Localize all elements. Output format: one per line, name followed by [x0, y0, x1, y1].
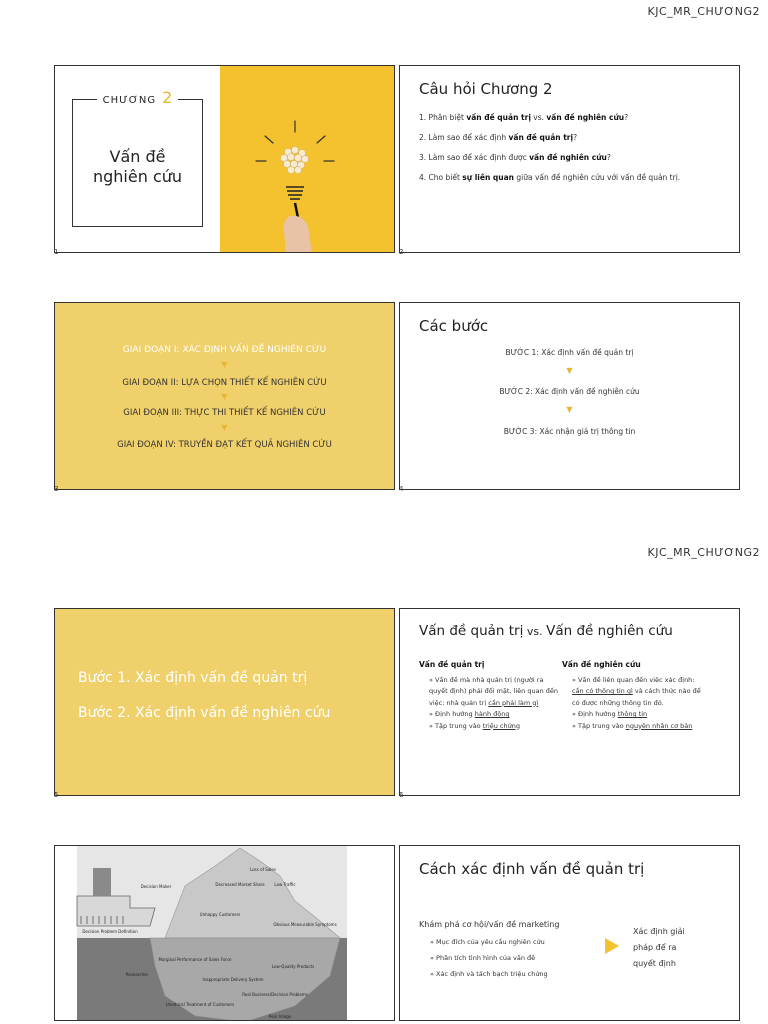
sub-point-1: » Mục đích của yêu cầu nghiên cứu	[430, 938, 545, 946]
down-arrow-icon: ▼	[566, 366, 573, 375]
slide-6-number: 6	[399, 791, 404, 799]
slide-6-title: Vấn đề quản trị vs. Vấn đề nghiên cứu	[419, 623, 673, 639]
stage-1: GIAI ĐOẠN I: XÁC ĐỊNH VẤN ĐỀ NGHIÊN CỨU	[122, 345, 327, 355]
label-decision-maker: Decision Maker	[140, 884, 172, 889]
question-4: 4. Cho biết sự liên quan giữa vấn đề nghiên cứu với vấn đề quản trị.	[419, 173, 681, 182]
label-loss-sales: Loss of Sales	[250, 867, 276, 872]
question-3: 3. Làm sao để xác định được vấn đề nghiên cứu?	[419, 153, 611, 162]
slide-5[interactable]	[54, 608, 395, 796]
slide-1[interactable]	[54, 65, 395, 253]
left-point-2: » Định hướng hành động	[429, 710, 510, 718]
right-column-heading: Vấn đề nghiên cứu	[562, 660, 641, 669]
question-list	[419, 112, 719, 192]
label-researcher: Researcher	[125, 972, 149, 977]
page-header-top: KJC_MR_CHƯƠNG2	[647, 5, 760, 18]
slide-3-number: 3	[54, 485, 59, 493]
label-unhappy: Unhappy Customers	[199, 912, 241, 917]
chapter-number: 2	[162, 88, 178, 107]
stage-2: GIAI ĐOẠN II: LỰA CHỌN THIẾT KẾ NGHIÊN CỨU	[122, 378, 327, 388]
slide-7[interactable]	[54, 845, 395, 1021]
slide-4-number: 4	[399, 485, 404, 493]
slide-4-title: Các bước	[419, 317, 489, 335]
left-point-1: » Vấn đề mà nhà quản trị (người ra quyết định) phải đối mặt, liên quan đến việc: nhà quản trị cần phải làm gì	[429, 675, 559, 707]
step-line-1: Bước 1. Xác định vấn đề quản trị	[78, 670, 308, 686]
right-point-2: » Định hướng thông tin	[572, 710, 648, 718]
slide-2[interactable]	[399, 65, 740, 253]
slide-4[interactable]	[399, 302, 740, 490]
right-point-3: » Tập trung vào nguyên nhân cơ bản	[572, 721, 693, 730]
label-poor-image: Poor Image	[268, 1014, 292, 1019]
page-header-mid: KJC_MR_CHƯƠNG2	[647, 546, 760, 559]
slide-2-number: 2	[399, 248, 404, 256]
slide-2-title: Câu hỏi Chương 2	[419, 80, 553, 98]
label-decreased: Decreased Market Share	[215, 882, 265, 887]
left-column-heading: Vấn đề quản trị	[419, 660, 485, 669]
right-point-1: » Vấn đề liên quan đến việc xác định: cần có thông tin gì và cách thức nào để có được những thông tin đó.	[572, 675, 701, 707]
step-3: BƯỚC 3: Xác nhận giá trị thông tin	[503, 427, 636, 436]
step-1: BƯỚC 1: Xác định vấn đề quản trị	[505, 348, 634, 357]
down-arrow-icon: ▼	[221, 423, 228, 432]
decision-solution: Xác định giải pháp để ra quyết định	[633, 927, 685, 968]
down-arrow-icon: ▼	[566, 405, 573, 414]
question-1: 1. Phân biệt vấn đề quản trị vs. vấn đề nghiên cứu?	[419, 113, 629, 122]
step-line-2: Bước 2. Xác định vấn đề nghiên cứu	[78, 705, 331, 721]
left-point-3: » Tập trung vào triệu chứng	[429, 721, 520, 730]
iceberg-diagram	[55, 846, 395, 1021]
slide-1-number: 1	[54, 248, 59, 256]
label-low-quality: Low-Quality Products	[271, 964, 315, 969]
label-obvious: Obvious Measurable Symptoms	[273, 922, 337, 927]
research-problem-column	[562, 659, 702, 732]
down-arrow-icon: ▼	[221, 392, 228, 401]
label-decision-problem: Decision Problem Definition	[82, 929, 138, 934]
label-real-business: Real Business/Decision Problems	[242, 992, 308, 997]
chapter-label: CHƯƠNG	[97, 95, 162, 106]
sub-point-2: » Phân tích tình hình của vấn đề	[430, 954, 536, 962]
label-inappropriate: Inappropriate Delivery System	[202, 977, 264, 982]
label-unethical: Unethical Treatment of Customers	[165, 1002, 235, 1007]
slide-8-title: Cách xác định vấn đề quản trị	[419, 860, 645, 878]
right-arrow-icon	[605, 938, 619, 954]
chapter-heading	[73, 88, 202, 107]
slide-8[interactable]	[399, 845, 740, 1021]
sub-point-3: » Xác định và tách bạch triệu chứng	[430, 970, 548, 978]
label-marginal: Marginal Performance of Sales Force	[158, 957, 232, 962]
step-2: BƯỚC 2: Xác định vấn đề nghiên cứu	[499, 387, 640, 396]
slide-3[interactable]	[54, 302, 395, 490]
stage-4: GIAI ĐOẠN IV: TRUYỀN ĐẠT KẾT QUẢ NGHIÊN CỨU	[117, 440, 332, 450]
slide-5-number: 5	[54, 791, 59, 799]
slide-6[interactable]	[399, 608, 740, 796]
slide-1-title: Vấn đề nghiên cứu	[92, 147, 183, 186]
stage-3: GIAI ĐOẠN III: THỰC THI THIẾT KẾ NGHIÊN CỨU	[123, 408, 326, 418]
explore-opportunities: Khám phá cơ hội/vấn đề marketing	[419, 920, 560, 929]
chapter-frame	[72, 88, 203, 227]
down-arrow-icon: ▼	[221, 360, 228, 369]
label-low-traffic: Low Traffic	[274, 882, 296, 887]
question-2: 2. Làm sao để xác định vấn đề quản trị?	[419, 133, 578, 142]
lightbulb-photo	[220, 66, 395, 252]
management-problem-column	[419, 659, 559, 732]
